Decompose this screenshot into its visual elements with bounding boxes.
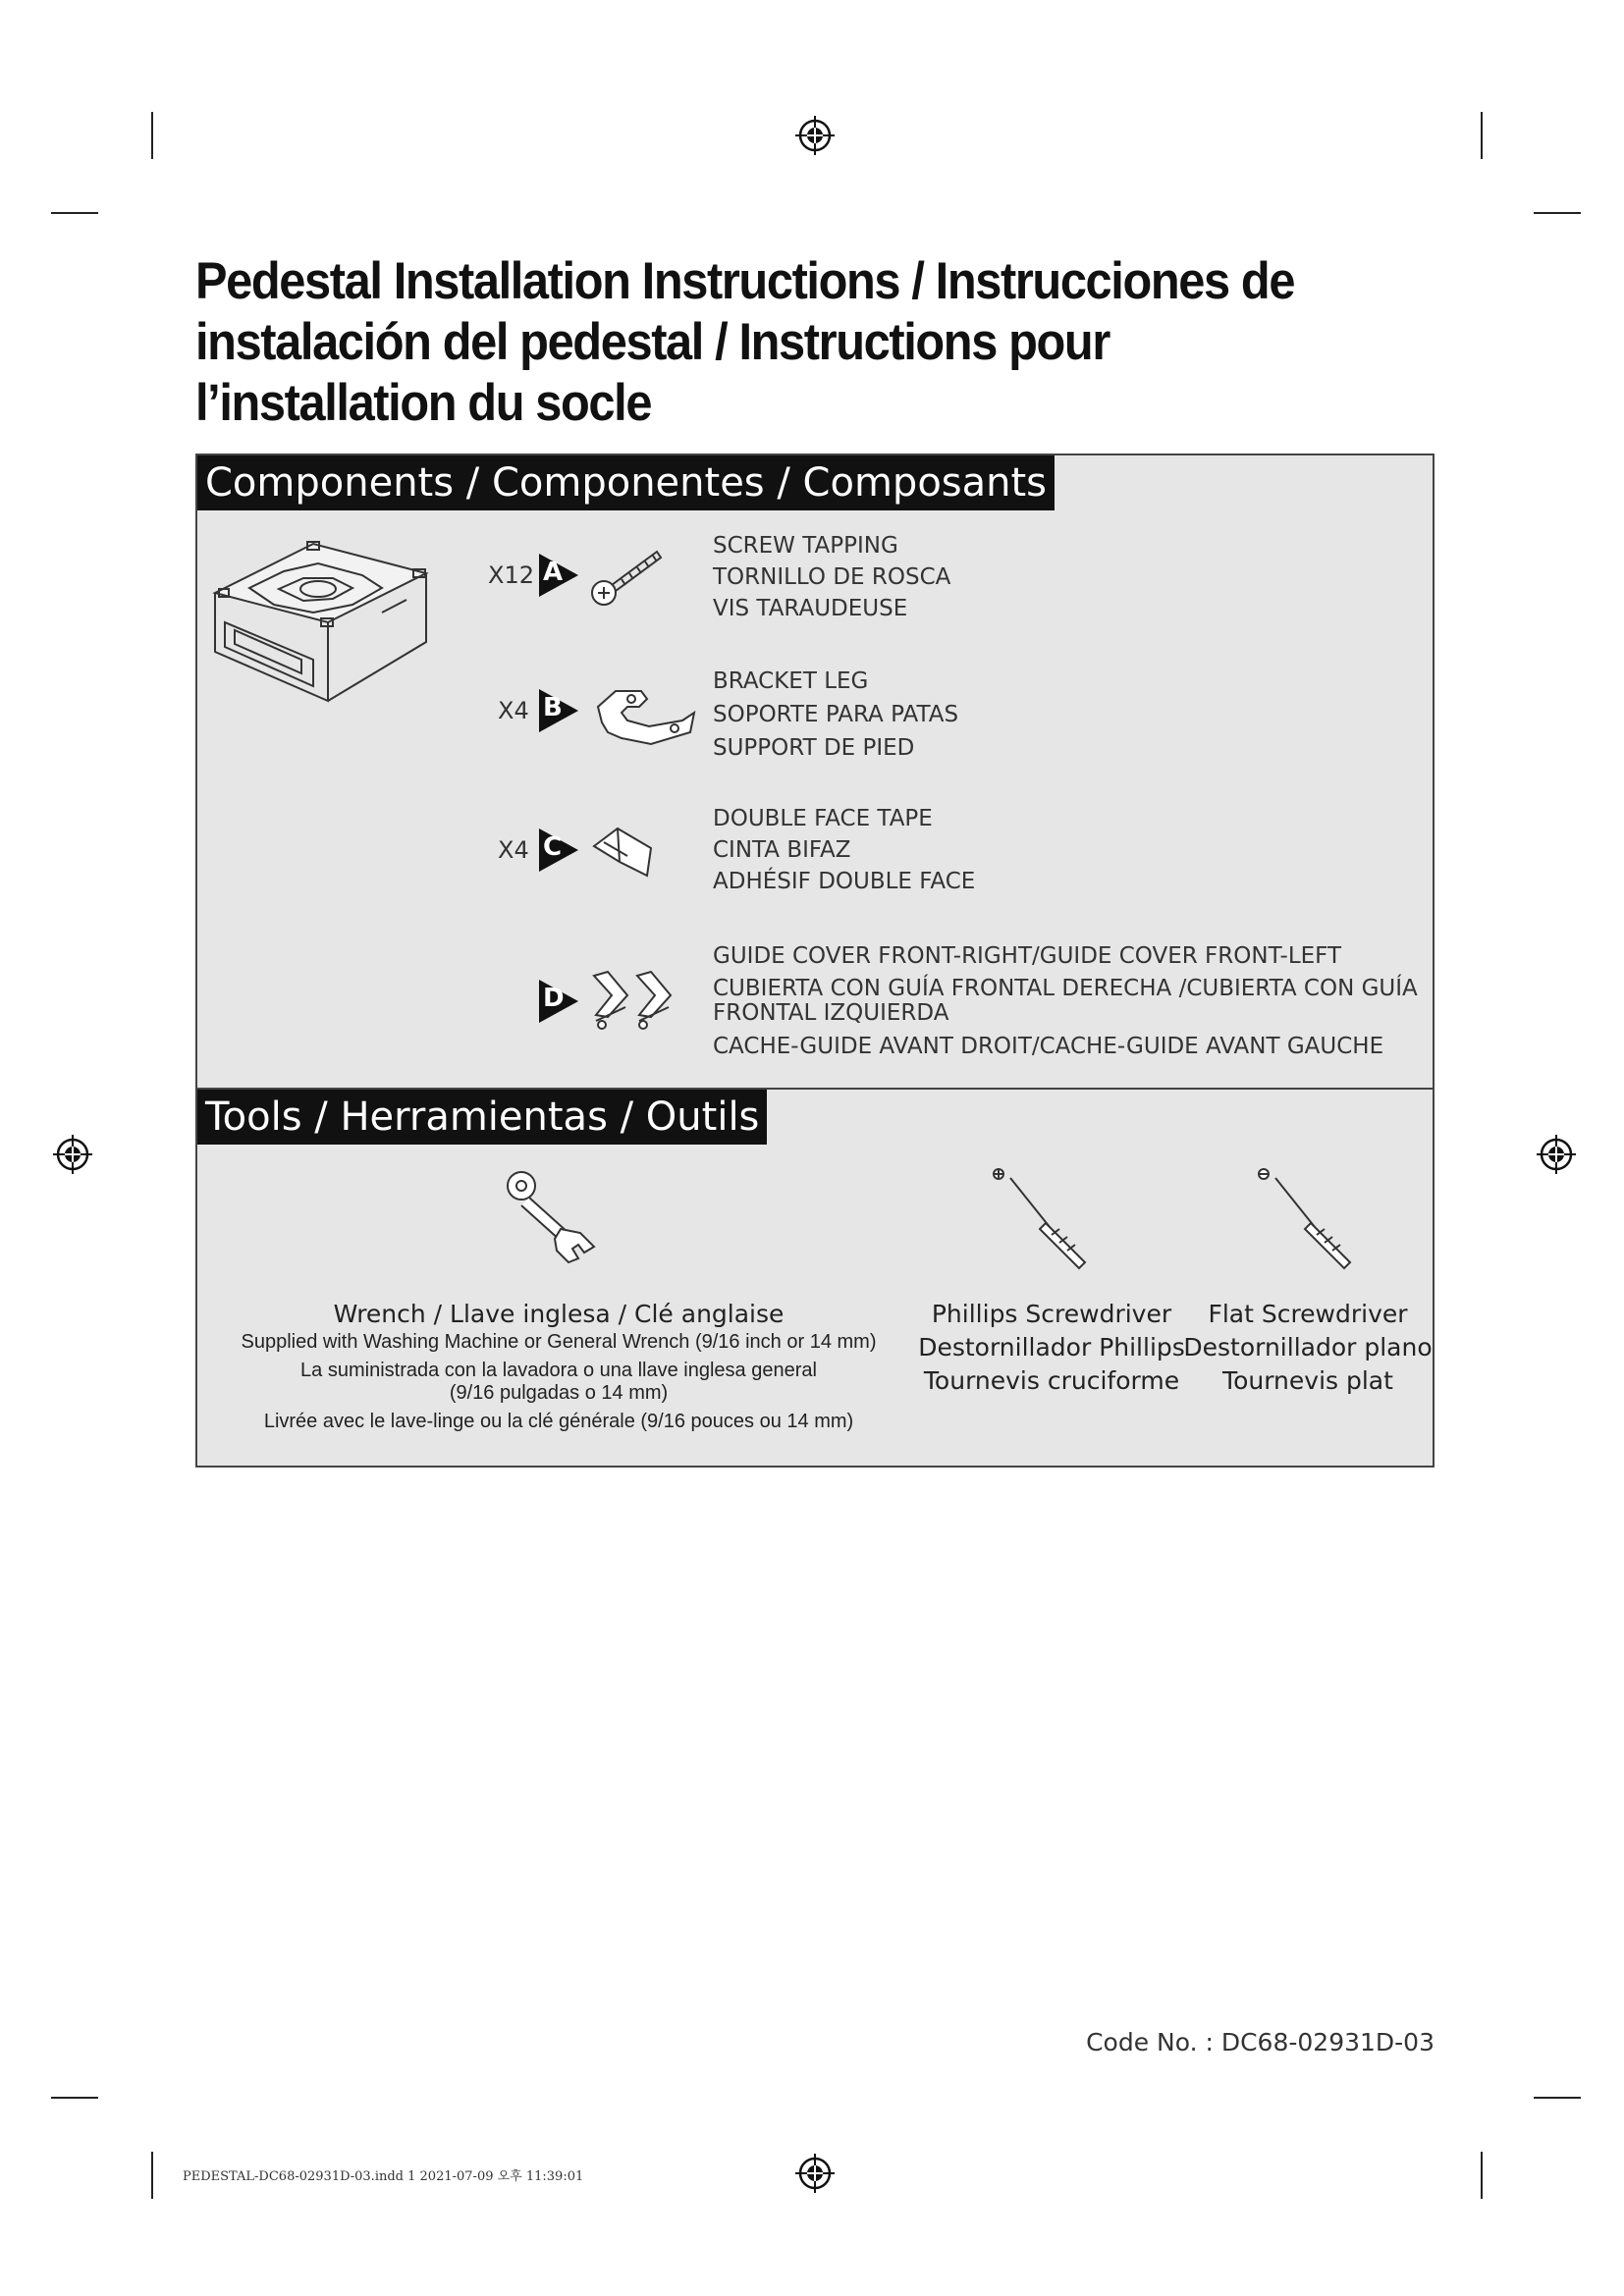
registration-mark-right-icon xyxy=(1537,1135,1576,1174)
registration-mark-bottom-icon xyxy=(795,2154,835,2193)
guide-cover-icon xyxy=(588,966,686,1037)
component-d-text: GUIDE COVER FRONT-RIGHT/GUIDE COVER FRONT-LEFT CUBIERTA CON GUÍA FRONTAL DERECHA /CUBIERTA CON GUÍA FRONTAL IZQUIERDA CACHE-GUIDE AVANT DROIT/CACHE-GUIDE AVANT GAUCHE xyxy=(713,943,1418,1059)
crop-mark-top-right-vertical xyxy=(1481,112,1483,159)
code-number: Code No. : DC68-02931D-03 xyxy=(1086,2028,1435,2056)
components-heading: Components / Componentes / Composants xyxy=(197,455,1055,510)
component-c-letter: C xyxy=(543,832,563,862)
crop-mark-bottom-left-vertical xyxy=(151,2152,153,2199)
component-a-letter: A xyxy=(543,558,564,587)
wrench-icon xyxy=(500,1164,608,1272)
print-slug: PEDESTAL-DC68-02931D-03.indd 1 2021-07-09 오후 11:39:01 xyxy=(183,2169,584,2184)
phillips-screwdriver-label: Phillips Screwdriver Destornillador Phillips Tournevis cruciforme xyxy=(918,1300,1185,1395)
component-a-quantity: X12 xyxy=(488,561,534,589)
registration-mark-top-icon xyxy=(795,116,835,155)
component-a-text: SCREW TAPPING TORNILLO DE ROSCA VIS TARAUDEUSE xyxy=(713,533,951,621)
component-c-text: DOUBLE FACE TAPE CINTA BIFAZ ADHÉSIF DOUBLE FACE xyxy=(713,806,976,894)
component-b-quantity: X4 xyxy=(498,697,529,724)
page-title: Pedestal Installation Instructions / Instrucciones de instalación del pedestal / Instructions pour l’installation du socle xyxy=(195,252,1295,432)
tools-panel xyxy=(195,1088,1435,1468)
crop-mark-bottom-left-horizontal xyxy=(51,2097,98,2099)
tools-heading: Tools / Herramientas / Outils xyxy=(197,1090,767,1145)
pedestal-illustration-icon xyxy=(205,534,441,711)
flat-screwdriver-icon xyxy=(1256,1164,1364,1272)
tape-icon xyxy=(590,819,669,887)
wrench-notes: Supplied with Washing Machine or General Wrench (9/16 inch or 14 mm) La suministrada con la lavadora o una llave inglesa general (9/16 pulgadas o 14 mm) Livrée avec le lave-linge ou la clé générale (9/16 pouces ou 14 mm) xyxy=(241,1331,877,1432)
phillips-screwdriver-icon xyxy=(991,1164,1099,1272)
component-b-letter: B xyxy=(543,693,563,722)
components-panel xyxy=(195,454,1435,1090)
crop-mark-bottom-right-horizontal xyxy=(1534,2097,1581,2099)
flat-screwdriver-label: Flat Screwdriver Destornillador plano Tournevis plat xyxy=(1183,1300,1433,1395)
crop-mark-bottom-right-vertical xyxy=(1481,2152,1483,2199)
crop-mark-top-left-vertical xyxy=(151,112,153,159)
registration-mark-left-icon xyxy=(53,1135,92,1174)
crop-mark-top-left-horizontal xyxy=(51,212,98,214)
wrench-label: Wrench / Llave inglesa / Clé anglaise xyxy=(333,1300,785,1328)
component-c-quantity: X4 xyxy=(498,836,529,864)
component-b-text: BRACKET LEG SOPORTE PARA PATAS SUPPORT DE PIED xyxy=(713,668,959,761)
component-d-letter: D xyxy=(543,984,565,1013)
crop-mark-top-right-horizontal xyxy=(1534,212,1581,214)
screw-icon xyxy=(588,542,667,611)
bracket-icon xyxy=(592,677,700,756)
